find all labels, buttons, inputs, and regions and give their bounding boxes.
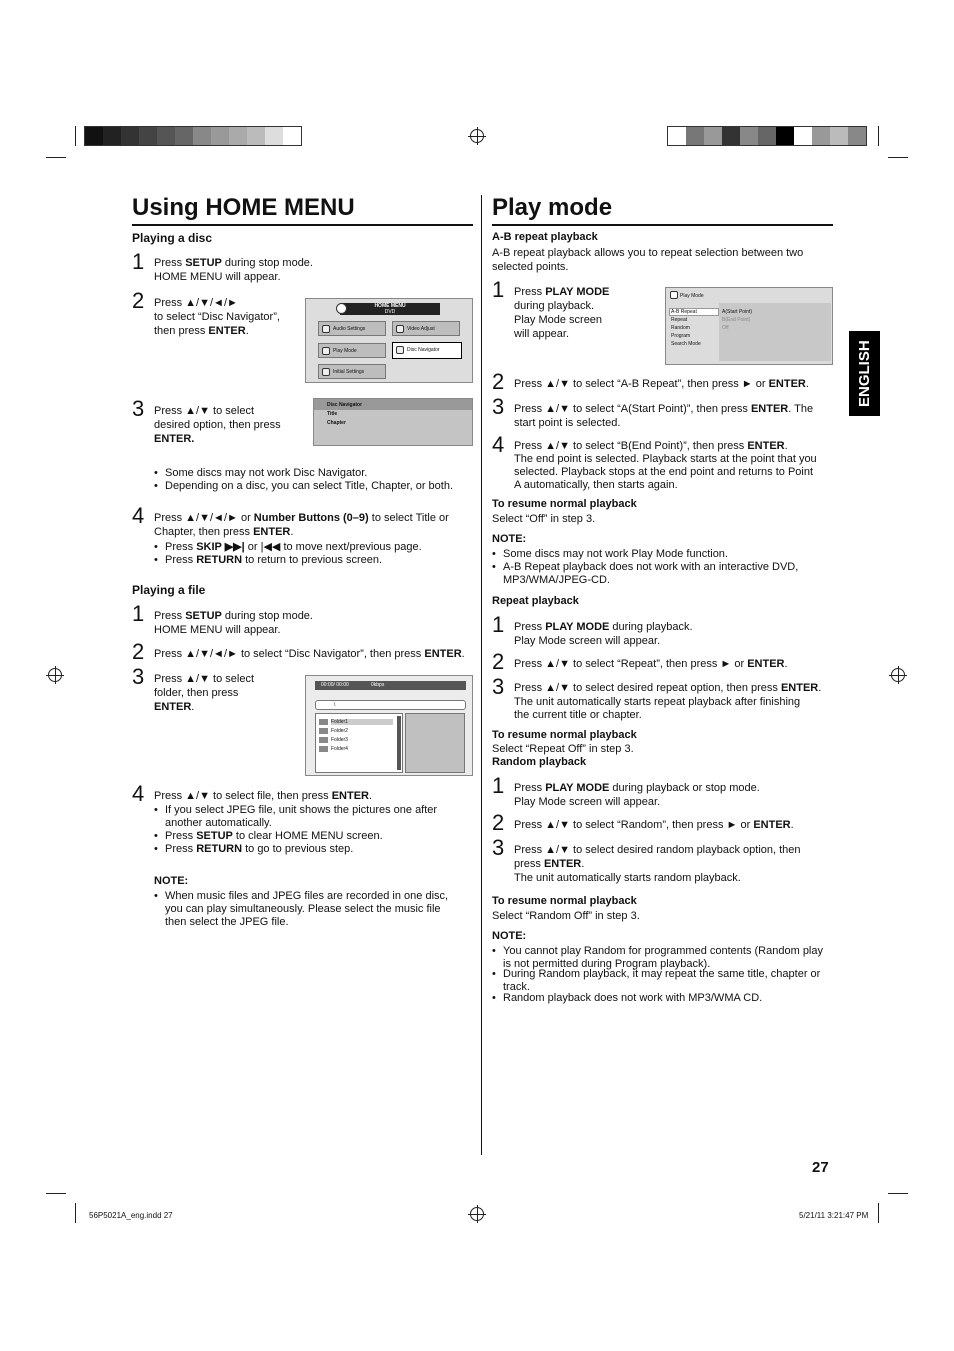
menu-item-random[interactable]: Random xyxy=(671,325,690,331)
resume-text: Select “Random Off” in step 3. xyxy=(492,910,640,922)
random-step3: Press ▲/▼ to select desired random playback option, then press ENTER. The unit automatically starts random playback. xyxy=(514,844,801,884)
registration-mark-icon xyxy=(470,129,484,143)
menu-item-ab-repeat[interactable]: A-B Repeat xyxy=(671,309,697,315)
disc-step1: Press SETUP during stop mode. HOME MENU will appear. xyxy=(154,257,313,283)
crop-mark xyxy=(888,157,908,158)
language-tab: ENGLISH xyxy=(849,331,880,416)
chapter-option[interactable]: Chapter xyxy=(327,420,346,426)
disc-step3: Press ▲/▼ to select desired option, then press ENTER. xyxy=(154,405,281,445)
list-item[interactable]: Folder1 xyxy=(331,719,393,725)
note-bullet: • Some discs may not work Play Mode function. xyxy=(492,548,728,561)
note-heading: NOTE: xyxy=(154,875,189,887)
ab-repeat-heading: A-B repeat playback xyxy=(492,231,598,243)
step-number: 4 xyxy=(492,432,505,457)
disc-bullet: • Press RETURN to return to previous screen. xyxy=(154,554,382,567)
note-heading: NOTE: xyxy=(492,533,527,545)
folder-icon xyxy=(319,746,328,752)
registration-mark-icon xyxy=(891,668,905,682)
list-item[interactable]: Folder2 xyxy=(331,728,348,734)
list-item[interactable]: Folder4 xyxy=(331,746,348,752)
ab-intro: A-B repeat playback allows you to repeat selection between two selected points. xyxy=(492,247,804,273)
resume-text: Select “Off” in step 3. xyxy=(492,513,596,525)
step-number: 4 xyxy=(132,781,145,806)
file-bullet: • Press SETUP to clear HOME MENU screen. xyxy=(154,830,383,843)
registration-mark-icon xyxy=(48,668,62,682)
disc-navigator-screen xyxy=(313,398,473,446)
browser-status-bar: 00:00/ 00:00 0kbps xyxy=(315,681,466,690)
page-number: 27 xyxy=(812,1159,829,1176)
step-number: 2 xyxy=(132,288,145,313)
repeat-playback-heading: Repeat playback xyxy=(492,595,579,607)
option-off[interactable]: Off xyxy=(722,325,729,331)
ab-step2: Press ▲/▼ to select “A-B Repeat”, then press ► or ENTER. xyxy=(514,378,809,390)
play-mode-screen xyxy=(665,287,833,365)
crop-mark xyxy=(46,1193,66,1194)
step-number: 4 xyxy=(132,503,145,528)
note-bullet: • When music files and JPEG files are recorded in one disc, you can play simultaneously. Please select the music file then select the JPEG file. xyxy=(154,890,448,929)
file-browser-screen xyxy=(305,675,473,776)
disc-bullet: • Depending on a disc, you can select Title, Chapter, or both. xyxy=(154,480,453,493)
file-step4: Press ▲/▼ to select file, then press ENTER. xyxy=(154,790,373,802)
title-option[interactable]: Title xyxy=(327,411,338,417)
file-bullet: • Press RETURN to go to previous step. xyxy=(154,843,353,856)
play-mode-button[interactable]: Play Mode xyxy=(318,343,386,358)
list-scrollbar[interactable] xyxy=(397,716,401,770)
ab-step4: Press ▲/▼ to select “B(End Point)”, then press ENTER. The end point is selected. Playback starts at the point that you selected. Playback stops at the end point and returns to Point A automatically, then starts again. xyxy=(514,440,817,491)
note-bullet: • Random playback does not work with MP3/WMA CD. xyxy=(492,992,762,1005)
home-menu-screen xyxy=(305,298,473,383)
color-bar-left xyxy=(84,126,302,146)
audio-settings-button[interactable]: Audio Settings xyxy=(318,321,386,336)
repeat-step3: Press ▲/▼ to select desired repeat option, then press ENTER. The unit automatically starts repeat playback after finishing the current title or chapter. xyxy=(514,682,822,721)
step-number: 1 xyxy=(492,612,505,637)
play-mode-icon xyxy=(670,291,678,299)
note-bullet: • A-B Repeat playback does not work with an interactive DVD, MP3/WMA/JPEG-CD. xyxy=(492,561,798,587)
menu-item-repeat[interactable]: Repeat xyxy=(671,317,688,323)
disc-step4: Press ▲/▼/◄/► or Number Buttons (0–9) to select Title or Chapter, then press ENTER. xyxy=(154,512,449,538)
video-adjust-button[interactable]: Video Adjust xyxy=(392,321,460,336)
disc-navigator-header: Disc Navigator xyxy=(327,402,363,408)
file-bullet: • If you select JPEG file, unit shows the pictures one after another automatically. xyxy=(154,804,437,830)
folder-list xyxy=(315,713,403,773)
folder-icon xyxy=(319,737,328,743)
resume-heading: To resume normal playback xyxy=(492,498,637,510)
disc-icon xyxy=(336,303,347,314)
footer-filename: 56P5021A_eng.indd 27 xyxy=(89,1211,173,1220)
disc-navigator-button[interactable]: Disc Navigator xyxy=(392,342,462,359)
disc-step2: Press ▲/▼/◄/► to select “Disc Navigator”, then press ENTER. xyxy=(154,297,280,337)
crop-mark xyxy=(878,1203,879,1223)
random-step1: Press PLAY MODE during playback or stop mode. Play Mode screen will appear. xyxy=(514,782,760,808)
file-step2: Press ▲/▼/◄/► to select “Disc Navigator”, then press ENTER. xyxy=(154,648,465,660)
step-number: 2 xyxy=(492,810,505,835)
step-number: 1 xyxy=(492,277,505,302)
left-title: Using HOME MENU xyxy=(132,194,355,221)
crop-mark xyxy=(75,126,76,146)
initial-settings-button[interactable]: Initial Settings xyxy=(318,364,386,379)
column-divider xyxy=(481,195,482,1155)
registration-mark-icon xyxy=(470,1207,484,1221)
ab-step1: Press PLAY MODE during playback. Play Mode screen will appear. xyxy=(514,286,610,340)
step-number: 1 xyxy=(132,601,145,626)
folder-icon xyxy=(319,719,328,725)
menu-item-program[interactable]: Program xyxy=(671,333,691,339)
file-step1: Press SETUP during stop mode. HOME MENU will appear. xyxy=(154,610,313,636)
path-field: \ xyxy=(315,700,466,710)
play-mode-header: Play Mode xyxy=(680,293,704,299)
resume-heading: To resume normal playback xyxy=(492,895,637,907)
repeat-step2: Press ▲/▼ to select “Repeat”, then press ► or ENTER. xyxy=(514,658,788,670)
crop-mark xyxy=(888,1193,908,1194)
note-bullet: • You cannot play Random for programmed contents (Random play is not permitted during Program playback). xyxy=(492,945,823,971)
step-number: 3 xyxy=(492,394,505,419)
preview-pane xyxy=(405,713,465,773)
random-step2: Press ▲/▼ to select “Random”, then press ► or ENTER. xyxy=(514,819,794,831)
repeat-step1: Press PLAY MODE during playback. Play Mode screen will appear. xyxy=(514,621,693,647)
step-number: 1 xyxy=(492,773,505,798)
resume-heading: To resume normal playback xyxy=(492,729,637,741)
random-playback-heading: Random playback xyxy=(492,756,587,768)
playing-disc-heading: Playing a disc xyxy=(132,231,213,245)
left-title-rule xyxy=(132,224,473,226)
option-start-point[interactable]: A(Start Point) xyxy=(722,309,753,315)
ab-step3: Press ▲/▼ to select “A(Start Point)”, then press ENTER. The start point is selected. xyxy=(514,403,814,429)
note-heading: NOTE: xyxy=(492,930,527,942)
crop-mark xyxy=(75,1203,76,1223)
step-number: 2 xyxy=(492,369,505,394)
folder-icon xyxy=(319,728,328,734)
crop-mark xyxy=(46,157,66,158)
step-number: 3 xyxy=(492,835,505,860)
footer-date: 5/21/11 3:21:47 PM xyxy=(799,1211,869,1220)
color-bar-right xyxy=(667,126,867,146)
note-bullet: • During Random playback, it may repeat the same title, chapter or track. xyxy=(492,968,820,994)
step-number: 3 xyxy=(492,674,505,699)
menu-item-search-mode[interactable]: Search Mode xyxy=(671,341,701,347)
right-title: Play mode xyxy=(492,194,613,221)
home-menu-header: HOME MENU DVD xyxy=(340,303,440,315)
crop-mark xyxy=(878,126,879,146)
playing-file-heading: Playing a file xyxy=(132,583,206,597)
disc-bullet: • Some discs may not work Disc Navigator. xyxy=(154,467,367,480)
file-step3: Press ▲/▼ to select folder, then press ENTER. xyxy=(154,673,255,713)
step-number: 2 xyxy=(132,639,145,664)
list-item[interactable]: Folder3 xyxy=(331,737,348,743)
step-number: 3 xyxy=(132,664,145,689)
right-title-rule xyxy=(492,224,833,226)
step-number: 3 xyxy=(132,396,145,421)
step-number: 1 xyxy=(132,249,145,274)
resume-text: Select “Repeat Off” in step 3. xyxy=(492,743,634,755)
step-number: 2 xyxy=(492,649,505,674)
disc-bullet: • Press SKIP ▶▶| or |◀◀ to move next/previous page. xyxy=(154,541,422,554)
option-end-point[interactable]: B(End Point) xyxy=(722,317,751,323)
